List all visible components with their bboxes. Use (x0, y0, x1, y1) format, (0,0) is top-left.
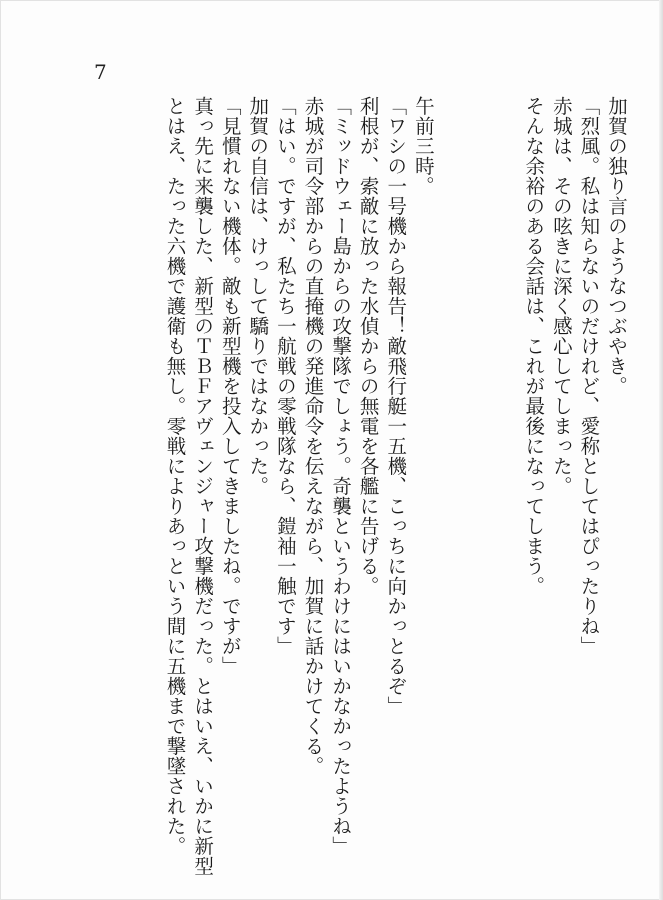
text-line: とはえ、たった六機で護衛も無し。零戦によりあっという間に五機まで撃墜された。 (163, 96, 187, 856)
text-line: 赤城が司令部からの直掩機の発進命令を伝えながら、加賀に話かけてくる。 (301, 96, 325, 776)
text-line: 真っ先に来襲した、新型のＴＢＦアヴェンジャー攻撃機だった。とはいえ、いかに新型 (191, 96, 215, 876)
text-line: 「ワシの一号機から報告！敵飛行艇一五機、こっちに向かっとるぞ」 (384, 96, 408, 716)
text-line: 「見慣れない機体。敵も新型機を投入してきましたね。ですが」 (218, 96, 242, 676)
page-number: 7 (94, 60, 107, 84)
text-line: 赤城は、その呟きに深く感心してしまった。 (549, 96, 573, 496)
text-line: 加賀の自信は、けっして驕りではなかった。 (246, 96, 270, 496)
text-line: 加賀の独り言のようなつぶやき。 (605, 96, 628, 396)
text-line: 午前三時。 (411, 96, 435, 196)
page-edge (659, 0, 663, 900)
blank-line (437, 96, 465, 816)
text-line: 「烈風。私は知らないのだけれど、愛称としてはぴったりね」 (577, 96, 601, 656)
text-line: 「ミッドウェー島からの攻撃隊でしょう。奇襲というわけにはいかなかったようね」 (329, 96, 353, 856)
blank-line (492, 96, 520, 816)
vertical-body-text (161, 96, 630, 876)
text-line: 「はい。ですが、私たち一航戦の零戦隊なら、鎧袖一触です」 (273, 96, 297, 656)
text-line: 利根が、索敵に放った水偵からの無電を各艦に告げる。 (356, 96, 380, 596)
text-line: そんな余裕のある会話は、これが最後になってしまう。 (522, 96, 546, 596)
blank-line (464, 96, 492, 816)
